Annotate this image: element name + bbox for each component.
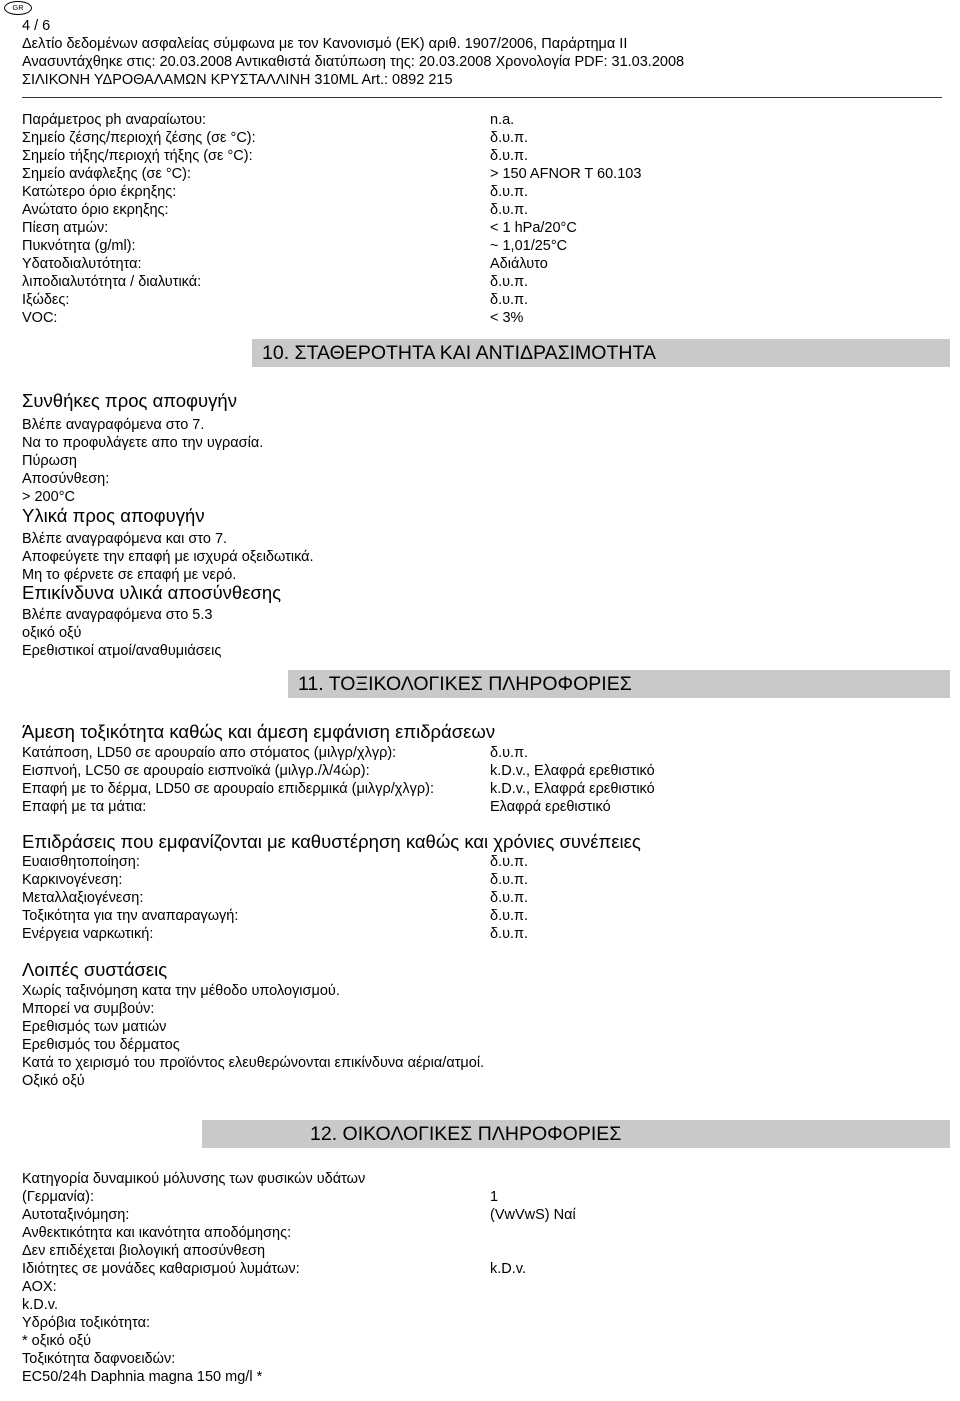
country-badge: GR (4, 1, 32, 15)
property-value: < 1 hPa/20°C (490, 220, 577, 236)
property-value: n.a. (490, 112, 515, 128)
acute-toxicity-heading: Άμεση τοξικότητα καθώς και άμεση εμφάνιση επιδράσεων (22, 721, 496, 742)
effect-label: Καρκινογένεση: (22, 872, 123, 888)
property-value: δ.υ.π. (490, 274, 529, 290)
text-line: Μπορεί να συμβούν: (22, 1001, 155, 1017)
materials-heading: Υλικά προς αποφυγήν (22, 505, 205, 526)
header-product: ΣΙΛΙΚΟΝΗ ΥΔΡΟΘΑΛΑΜΩΝ ΚΡΥΣΤΑΛΛΙΝΗ 310ML Art.: 0892 215 (22, 72, 453, 88)
effect-label: Μεταλλαξιογένεση: (22, 890, 144, 906)
ecology-label: Ιδιότητες σε μονάδες καθαρισμού λυμάτων: (22, 1261, 300, 1277)
property-value: δ.υ.π. (490, 148, 529, 164)
section-10-title: 10. ΣΤΑΘΕΡΟΤΗΤΑ ΚΑΙ ΑΝΤΙΔΡΑΣΙΜΟΤΗΤΑ (262, 342, 656, 364)
decomposition-heading: Επικίνδυνα υλικά αποσύνθεσης (22, 582, 282, 603)
ecology-label: Τοξικότητα δαφνοειδών: (22, 1351, 176, 1367)
ecology-value: 1 (490, 1189, 499, 1205)
property-label: Σημείο ανάφλεξης (σε °C): (22, 166, 191, 182)
text-line: > 200°C (22, 489, 75, 505)
property-value: δ.υ.π. (490, 184, 529, 200)
property-value: < 3% (490, 310, 524, 326)
effect-value: δ.υ.π. (490, 926, 529, 942)
property-value: ~ 1,01/25°C (490, 238, 568, 254)
property-label: VOC: (22, 310, 58, 326)
text-line: Μη το φέρνετε σε επαφή με νερό. (22, 567, 237, 583)
property-label: Πίεση ατμών: (22, 220, 109, 236)
text-line: Να το προφυλάγετε απο την υγρασία. (22, 435, 264, 451)
property-label: λιποδιαλυτότητα / διαλυτικά: (22, 274, 202, 290)
section-12-heading (202, 1120, 950, 1148)
ecology-label: Δεν επιδέχεται βιολογική αποσύνθεση (22, 1243, 266, 1259)
text-line: οξικό οξύ (22, 625, 82, 641)
text-line: Βλέπε αναγραφόμενα στο 5.3 (22, 607, 213, 623)
ecology-label: * οξικό οξύ (22, 1333, 92, 1349)
header-dates: Ανασυντάχθηκε στις: 20.03.2008 Αντικαθιστά διατύπωση της: 20.03.2008 Χρονολογία PDF: 31.03.2008 (22, 54, 685, 70)
ecology-label: Ανθεκτικότητα και ικανότητα αποδόμησης: (22, 1225, 292, 1241)
header-title: Δελτίο δεδομένων ασφαλείας σύμφωνα με τον Κανονισμό (ΕΚ) αριθ. 1907/2006, Παράρτημα II (22, 36, 628, 52)
effect-value: δ.υ.π. (490, 890, 529, 906)
text-line: Πύρωση (22, 453, 77, 469)
page-number: 4 / 6 (22, 18, 51, 34)
effect-value: δ.υ.π. (490, 854, 529, 870)
toxicity-value: Ελαφρά ερεθιστικό (490, 799, 611, 815)
property-value: δ.υ.π. (490, 202, 529, 218)
section-12-title: 12. ΟΙΚΟΛΟΓΙΚΕΣ ΠΛΗΡΟΦΟΡΙΕΣ (310, 1123, 622, 1145)
ecology-label: AOX: (22, 1279, 57, 1295)
property-value: δ.υ.π. (490, 130, 529, 146)
effect-label: Τοξικότητα για την αναπαραγωγή: (22, 908, 239, 924)
toxicity-label: Εισπνοή, LC50 σε αρουραίο εισπνοϊκά (μιλγρ./λ/4ώρ): (22, 763, 370, 779)
text-line: Χωρίς ταξινόμηση κατα την μέθοδο υπολογισμού. (22, 983, 340, 999)
text-line: Ερεθισμός του δέρματος (22, 1037, 180, 1053)
ecology-label: EC50/24h Daphnia magna 150 mg/l * (22, 1369, 263, 1385)
text-line: Αποφεύγετε την επαφή με ισχυρά οξειδωτικά. (22, 549, 314, 565)
document-header (22, 17, 942, 98)
effect-value: δ.υ.π. (490, 908, 529, 924)
section-11-heading (288, 670, 950, 698)
property-value: Αδιάλυτο (490, 256, 548, 272)
ecology-label: (Γερμανία): (22, 1189, 94, 1205)
text-line: Κατά το χειρισμό του προϊόντος ελευθερώνονται επικίνδυνα αέρια/ατμοί. (22, 1055, 485, 1071)
text-line: Ερεθιστικοί ατμοί/αναθυμιάσεις (22, 643, 222, 659)
section-10-heading (252, 339, 950, 367)
toxicity-label: Επαφή με το δέρμα, LD50 σε αρουραίο επιδερμικά (μιλγρ/χλγρ): (22, 781, 435, 797)
effect-value: δ.υ.π. (490, 872, 529, 888)
other-recommendations-heading: Λοιπές συστάσεις (22, 959, 168, 980)
effect-label: Ευαισθητοποίηση: (22, 854, 140, 870)
conditions-heading: Συνθήκες προς αποφυγήν (22, 390, 237, 411)
property-value: > 150 AFNOR T 60.103 (490, 166, 642, 182)
ecology-label: Υδρόβια τοξικότητα: (22, 1315, 150, 1331)
ecology-label: Κατηγορία δυναμικού μόλυνσης των φυσικών υδάτων (22, 1171, 366, 1187)
toxicity-value: k.D.v., Ελαφρά ερεθιστικό (490, 781, 655, 797)
property-label: Παράμετρος ph αναραίωτου: (22, 112, 207, 128)
toxicity-label: Κατάποση, LD50 σε αρουραίο απο στόματος (μιλγρ/χλγρ): (22, 745, 397, 761)
toxicity-label: Επαφή με τα μάτια: (22, 799, 147, 815)
property-label: Υδατοδιαλυτότητα: (22, 256, 142, 272)
effect-label: Ενέργεια ναρκωτική: (22, 926, 154, 942)
property-label: Κατώτερο όριο έκρηξης: (22, 184, 177, 200)
property-label: Σημείο τήξης/περιοχή τήξης (σε °C): (22, 148, 253, 164)
property-label: Πυκνότητα (g/ml): (22, 238, 136, 254)
text-line: Βλέπε αναγραφόμενα και στο 7. (22, 531, 228, 547)
text-line: Βλέπε αναγραφόμενα στο 7. (22, 417, 205, 433)
text-line: Αποσύνθεση: (22, 471, 110, 487)
ecology-value: (VwVwS) Ναί (490, 1207, 576, 1223)
section-11-title: 11. ΤΟΞΙΚΟΛΟΓΙΚΕΣ ΠΛΗΡΟΦΟΡΙΕΣ (298, 673, 632, 695)
delayed-effects-heading: Επιδράσεις που εμφανίζονται με καθυστέρηση καθώς και χρόνιες συνέπειες (22, 831, 641, 852)
property-value: δ.υ.π. (490, 292, 529, 308)
ecology-value: k.D.v. (490, 1261, 526, 1277)
text-line: Ερεθισμός των ματιών (22, 1019, 167, 1035)
property-label: Ιξώδες: (22, 292, 70, 308)
text-line: Οξικό οξύ (22, 1073, 85, 1089)
toxicity-value: k.D.v., Ελαφρά ερεθιστικό (490, 763, 655, 779)
ecology-label: k.D.v. (22, 1297, 58, 1313)
toxicity-value: δ.υ.π. (490, 745, 529, 761)
ecology-label: Αυτοταξινόμηση: (22, 1207, 130, 1223)
property-label: Σημείο ζέσης/περιοχή ζέσης (σε °C): (22, 130, 256, 146)
property-label: Ανώτατο όριο εκρηξης: (22, 202, 169, 218)
